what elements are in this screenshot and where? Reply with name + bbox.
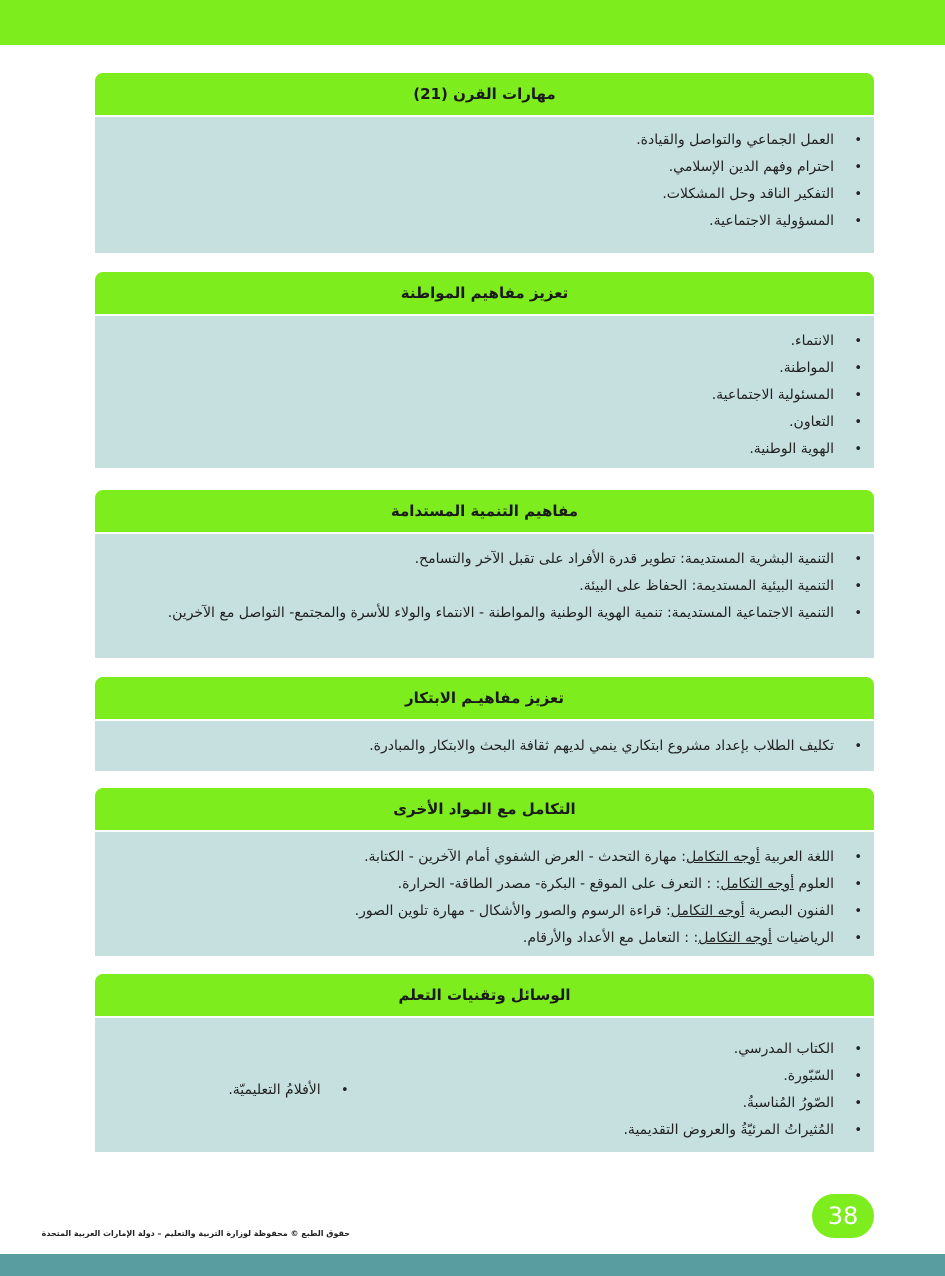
list-item: • التفكير الناقد وحل المشكلات. xyxy=(105,181,834,208)
list-item xyxy=(105,925,834,952)
list-item xyxy=(105,871,834,898)
bullet-list xyxy=(105,546,834,627)
bullet-list xyxy=(105,328,834,463)
section-title: التكامل مع المواد الأخرى xyxy=(95,788,874,830)
list-item: • احترام وفهم الدين الإسلامي. xyxy=(105,154,834,181)
section-body xyxy=(95,534,874,658)
list-item: • المُثيراتُ المرئيّةُ والعروض التقديمية. xyxy=(474,1117,834,1144)
list-item: • التنمية البيئية المستديمة: الحفاظ على البيئة. xyxy=(105,573,834,600)
bullet-list xyxy=(228,1077,350,1104)
bullet-list xyxy=(474,1036,834,1144)
section-title: مهارات القرن (21) xyxy=(95,73,874,115)
integration-text: : قراءة الرسوم والصور والأشكال - مهارة تلوين الصور. xyxy=(354,903,671,919)
section-title: تعزيز مفاهيـم الابتكار xyxy=(95,677,874,719)
integration-label: أوجه التكامل xyxy=(670,903,745,919)
list-item xyxy=(105,898,834,925)
bullet-list xyxy=(105,844,834,952)
copyright-notice: حقوق الطبع © محفوظة لوزارة التربية والتعليم – دولة الإمارات العربية المتحدة xyxy=(41,1229,350,1238)
list-item: • التنمية البشرية المستديمة: تطوير قدرة الأفراد على تقبل الآخر والتسامح. xyxy=(105,546,834,573)
list-item: • المسؤولية الاجتماعية. xyxy=(105,208,834,235)
integration-text: : مهارة التحدث - العرض الشفوي أمام الآخرين - الكتابة. xyxy=(364,849,687,865)
list-item: • المواطنة. xyxy=(105,355,834,382)
integration-label: أوجه التكامل xyxy=(698,930,772,946)
list-item: • الأفلامُ التعليميّة. xyxy=(228,1077,320,1104)
section-title: تعزيز مفاهيم المواطنة xyxy=(95,272,874,314)
list-item: • الهوية الوطنية. xyxy=(105,436,834,463)
section-body xyxy=(95,832,874,956)
section-learning-tools xyxy=(95,974,874,1152)
list-item: • الانتماء. xyxy=(105,328,834,355)
integration-text: : : التعرف على الموقع - البكرة- مصدر الطاقة- الحرارة. xyxy=(397,876,721,892)
section-body xyxy=(95,721,874,771)
bottom-teal-bar xyxy=(0,1254,945,1276)
section-sustainable-development xyxy=(95,490,874,658)
section-body xyxy=(95,117,874,253)
list-item: • تكليف الطلاب بإعداد مشروع ابتكاري ينمي لديهم ثقافة البحث والابتكار والمبادرة. xyxy=(105,733,834,760)
section-citizenship xyxy=(95,272,874,468)
integration-label: أوجه التكامل xyxy=(720,876,795,892)
section-subject-integration xyxy=(95,788,874,956)
list-item: • العمل الجماعي والتواصل والقيادة. xyxy=(105,127,834,154)
list-item: • المسئولية الاجتماعية. xyxy=(105,382,834,409)
list-item: • السّبّورة. xyxy=(474,1063,834,1090)
section-title: مفاهيم التنمية المستدامة xyxy=(95,490,874,532)
bullet-list xyxy=(105,127,834,235)
subject-name: العلوم xyxy=(798,876,834,892)
section-21st-century-skills xyxy=(95,73,874,253)
list-item: • الكتاب المدرسي. xyxy=(474,1036,834,1063)
subject-name: الفنون البصرية xyxy=(748,903,834,919)
section-innovation xyxy=(95,677,874,771)
section-title: الوسائل وتقنيات التعلم xyxy=(95,974,874,1016)
list-item: • الصّورُ المُناسبةُ. xyxy=(474,1090,834,1117)
section-body xyxy=(95,316,874,468)
page-number-badge: 38 xyxy=(812,1194,874,1238)
list-item xyxy=(105,844,834,871)
tools-list-left xyxy=(105,1036,474,1144)
subject-name: اللغة العربية xyxy=(764,849,834,865)
list-item: • التنمية الاجتماعية المستديمة: تنمية الهوية الوطنية والمواطنة - الانتماء والولاء للأسرة والمجتمع- التواصل مع الآخرين. xyxy=(105,600,834,627)
subject-name: الرياضيات xyxy=(776,930,834,946)
integration-text: : : التعامل مع الأعداد والأرقام. xyxy=(522,930,699,946)
section-body xyxy=(95,1018,874,1152)
bullet-list xyxy=(105,733,834,760)
top-green-bar xyxy=(0,0,945,45)
tools-list-right xyxy=(474,1036,834,1144)
list-item: • التعاون. xyxy=(105,409,834,436)
integration-label: أوجه التكامل xyxy=(686,849,760,865)
